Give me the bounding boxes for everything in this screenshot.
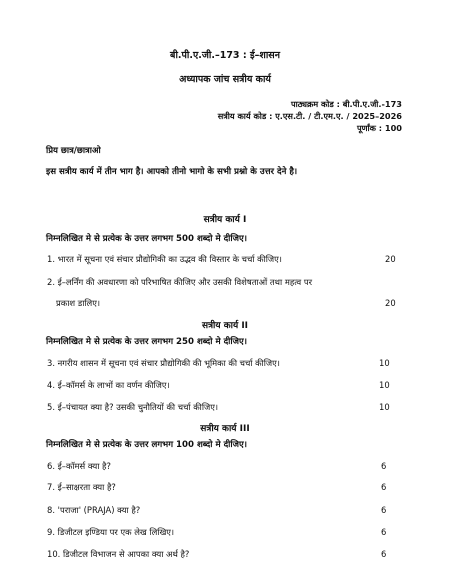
question-6: 6. ई–कॉमर्स क्या है? (47, 461, 111, 471)
section-instruction-1: निम्नलिखित मे से प्रत्येक के उत्तर लगभग 500 शब्दो मे दीजिए। (46, 234, 247, 244)
question-8: 8. 'पराजा' (PRAJA) क्या है? (47, 505, 141, 515)
section-title-3: सत्रीय कार्य III (200, 424, 250, 434)
question-8-marks: 6 (381, 505, 387, 515)
question-9-marks: 6 (381, 527, 387, 537)
question-10: 10. डिजीटल विभाजन से आपका क्या अर्थ है? (47, 549, 190, 559)
question-10-marks: 6 (381, 549, 387, 559)
question-2-marks: 20 (385, 298, 396, 308)
question-1-marks: 20 (385, 254, 396, 264)
section-instruction-2: निम्नलिखित मे से प्रत्येक के उत्तर लगभग 250 शब्दो मे दीजिए। (46, 337, 247, 347)
question-9: 9. डिजीटल इण्डिया पर एक लेख लिखिए। (47, 527, 175, 537)
assignment-code: सत्रीय कार्य कोड : ए.एस.टी. / टी.एम.ए. / 2025–2026 (217, 111, 402, 121)
section-title-1: सत्रीय कार्य I (203, 215, 247, 225)
question-7: 7. ई–साक्षरता क्या है? (47, 482, 116, 492)
salutation: प्रिय छात्र/छात्राओ (46, 146, 101, 156)
section-instruction-3: निम्नलिखित मे से प्रत्येक के उत्तर लगभग 100 शब्दो मे दीजिए। (46, 440, 247, 450)
question-3-marks: 10 (379, 358, 390, 368)
general-instruction: इस सत्रीय कार्य में तीन भाग है। आपको तीनो भागो के सभी प्रश्नो के उत्तर देने है। (46, 167, 298, 177)
page-subtitle: अध्यापक जांच सत्रीय कार्य (179, 74, 271, 85)
question-5-marks: 10 (379, 402, 390, 412)
section-title-2: सत्रीय कार्य II (201, 321, 249, 331)
question-5: 5. ई–पंचायत क्या है? उसकी चुनौतियों की चर्चा कीजिए। (47, 402, 219, 412)
question-6-marks: 6 (381, 461, 387, 471)
question-1: 1. भारत में सूचना एवं संचार प्रौद्योगिकी का उद्भव की विस्तार के चर्चा कीजिए। (47, 254, 282, 264)
question-3: 3. नगरीय शासन में सूचना एवं संचार प्रौद्योगिकी की भूमिका की चर्चा कीजिए। (47, 358, 280, 368)
course-code: पाठ्यक्रम कोड : बी.पी.ए.जी.-173 (290, 99, 402, 109)
question-2: 2. ई–लर्निंग की अवधारणा को परिभाषित कीजिए और उसकी विशेषताओं तथा महत्व पर (47, 277, 312, 287)
total-marks: पूर्णांक : 100 (356, 123, 402, 133)
question-7-marks: 6 (381, 482, 387, 492)
question-2-continued: प्रकाश डालिए। (56, 298, 101, 308)
course-title: बी.पी.ए.जी.–173 : ई–शासन (170, 50, 280, 61)
question-4-marks: 10 (379, 380, 390, 390)
question-4: 4. ई–कॉमर्स के लाभों का वर्णन कीजिए। (47, 380, 170, 390)
